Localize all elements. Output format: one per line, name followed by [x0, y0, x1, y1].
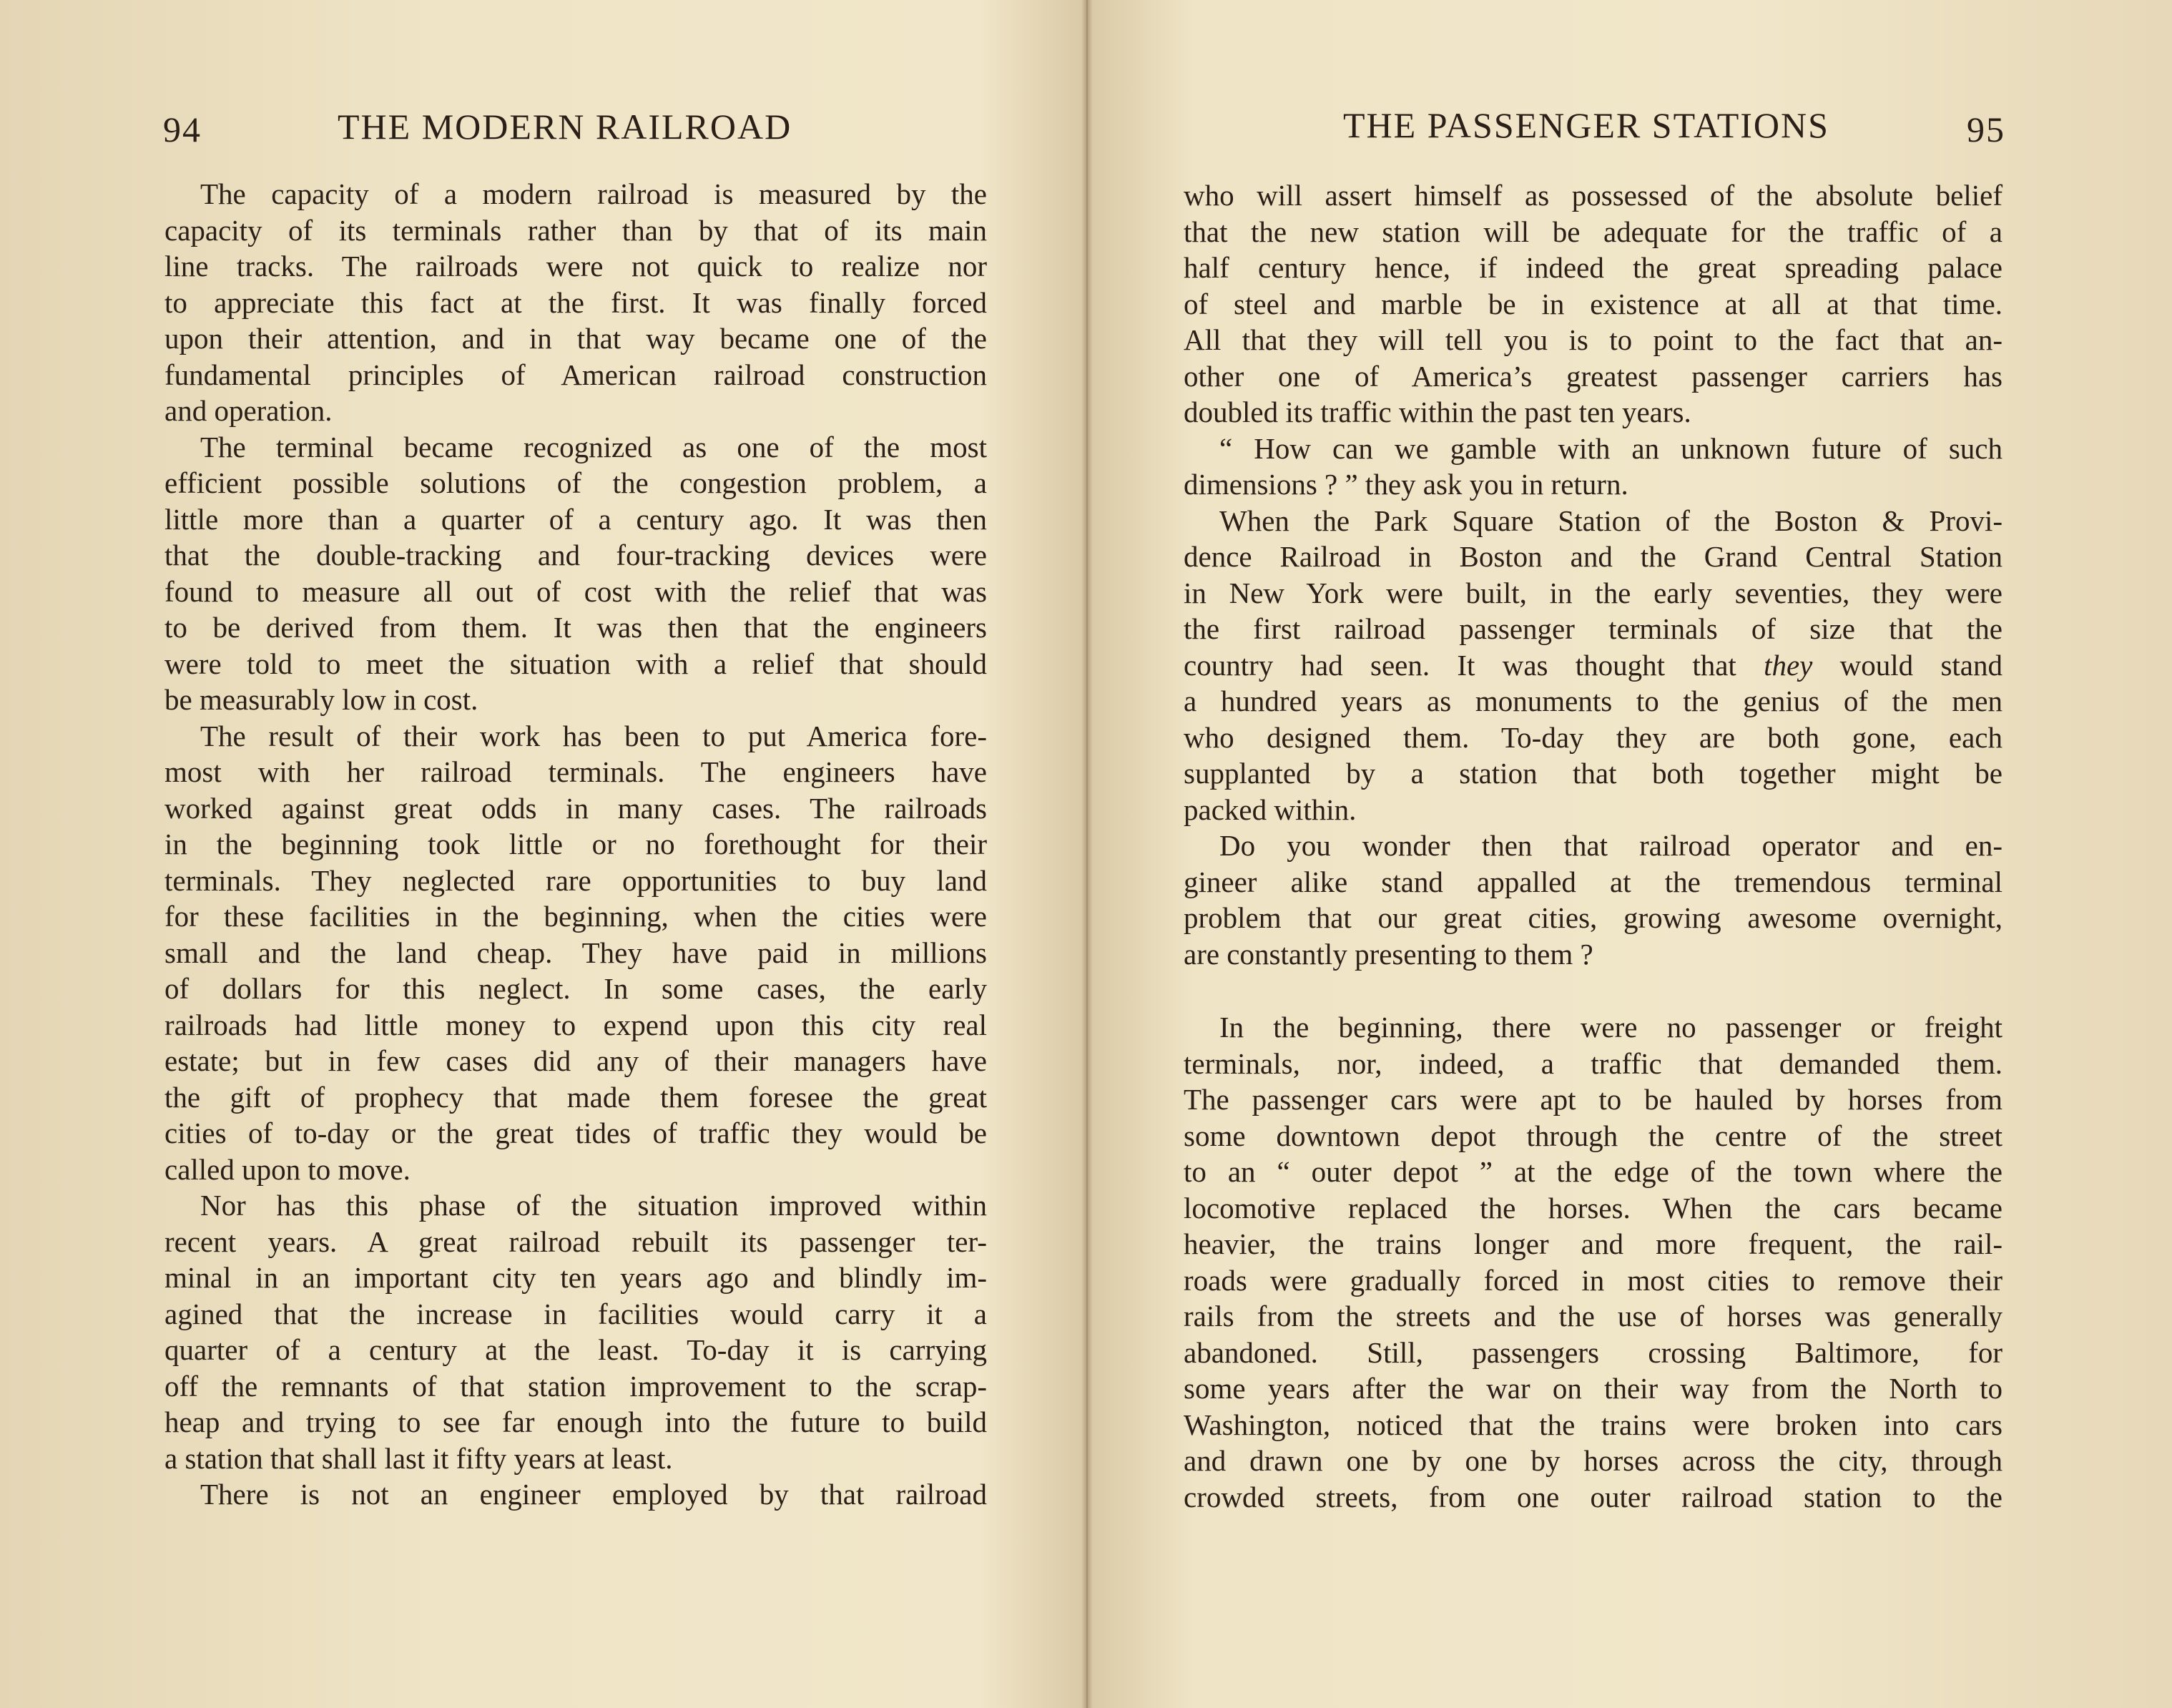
- text-line: small and the land cheap. They have paid in millions: [164, 936, 987, 969]
- text-line: rails from the streets and the use of horses was generally: [1184, 1300, 2003, 1332]
- text-line: called upon to move.: [164, 1152, 411, 1186]
- text-line: The passenger cars were apt to be hauled by horses from: [1184, 1083, 2003, 1116]
- text-line: cities of to-day or the great tides of traffic they would be: [164, 1116, 987, 1149]
- body-text: [1184, 177, 2003, 1515]
- text-line: half century hence, if indeed the great spreading palace: [1184, 251, 2003, 284]
- section-break: [1184, 972, 2003, 1009]
- text-line: upon their attention, and in that way became one of the: [164, 322, 987, 355]
- text-line: terminals. They neglected rare opportunities to buy land: [164, 863, 987, 897]
- text-line: supplanted by a station that both together might be: [1184, 757, 2003, 790]
- text-line: locomotive replaced the horses. When the cars became: [1184, 1191, 2003, 1224]
- text-line: and drawn one by one by horses across the city, through: [1184, 1444, 2003, 1477]
- text-line: the gift of prophecy that made them foresee the great: [164, 1080, 987, 1114]
- text-line: the first railroad passenger terminals of size that the: [1184, 612, 2003, 645]
- text-line: a station that shall last it fifty years at least.: [164, 1441, 673, 1475]
- text-line: The capacity of a modern railroad is measured by the: [200, 177, 987, 210]
- text-line: dence Railroad in Boston and the Grand Central Station: [1184, 540, 2003, 573]
- text-line: gineer alike stand appalled at the tremendous terminal: [1184, 865, 2003, 898]
- text-line: capacity of its terminals rather than by that of its main: [164, 213, 987, 247]
- text-line: terminals, nor, indeed, a traffic that demanded them.: [1184, 1046, 2003, 1080]
- text-line: in the beginning took little or no forethought for their: [164, 828, 987, 860]
- text-line: railroads had little money to expend upon this city real: [164, 1008, 987, 1041]
- text-line: crowded streets, from one outer railroad station to the: [1184, 1480, 2003, 1513]
- text-line: minal in an important city ten years ago and blindly im-: [164, 1261, 987, 1294]
- text-line: problem that our great cities, growing awesome overnight,: [1184, 901, 2003, 934]
- text-line: packed within.: [1184, 792, 1357, 826]
- running-head: THE MODERN RAILROAD: [338, 107, 792, 147]
- text-line: found to measure all out of cost with the relief that was: [164, 574, 987, 608]
- page-number: 95: [1967, 109, 2005, 149]
- text-line: and operation.: [164, 394, 333, 427]
- text-section: [1184, 177, 2003, 972]
- text-line: of steel and marble be in existence at all at that time.: [1184, 287, 2003, 320]
- page-number: 94: [163, 109, 202, 149]
- text-line: off the remnants of that station improvement to the scrap-: [164, 1369, 987, 1403]
- left-page: [0, 0, 1083, 1708]
- text-line: to an “ outer depot ” at the edge of the town where the: [1184, 1155, 2003, 1188]
- text-line: agined that the increase in facilities would carry it a: [164, 1297, 987, 1330]
- text-line: worked against great odds in many cases. The railroads: [164, 791, 987, 825]
- text-line: Do you wonder then that railroad operator and en-: [1219, 829, 2003, 862]
- text-line: to be derived from them. It was then that the engineers: [164, 611, 987, 644]
- text-line: some downtown depot through the centre of the street: [1184, 1119, 2003, 1152]
- text-line: efficient possible solutions of the congestion problem, a: [164, 466, 987, 499]
- text-line: roads were gradually forced in most cities to remove their: [1184, 1263, 2003, 1297]
- text-line: of dollars for this neglect. In some cases, the early: [164, 972, 987, 1005]
- text-line: be measurably low in cost.: [164, 683, 478, 716]
- text-line: are constantly presenting to them ?: [1184, 937, 1593, 971]
- text-line: “ How can we gamble with an unknown future of such: [1219, 431, 2003, 465]
- text-line: to appreciate this fact at the first. It was finally forced: [164, 285, 987, 319]
- text-line: The result of their work has been to put America fore-: [200, 719, 987, 752]
- text-line: little more than a quarter of a century ago. It was then: [164, 502, 987, 536]
- text-line: Nor has this phase of the situation improved within: [200, 1189, 987, 1222]
- text-line: other one of America’s greatest passenger carriers has: [1184, 359, 2003, 393]
- text-line: some years after the war on their way from the North to: [1184, 1372, 2003, 1405]
- body-text: [164, 176, 987, 1513]
- text-line: country had seen. It was thought that they would stand: [1184, 648, 2003, 682]
- text-line: Washington, noticed that the trains were broken into cars: [1184, 1408, 2003, 1441]
- text-line: that the new station will be adequate for the traffic of a: [1184, 215, 2003, 248]
- text-line: dimensions ? ” they ask you in return.: [1184, 468, 1628, 501]
- text-line: that the double-tracking and four-tracking devices were: [164, 539, 987, 571]
- running-head: THE PASSENGER STATIONS: [1343, 105, 1829, 145]
- text-line: abandoned. Still, passengers crossing Baltimore, for: [1184, 1335, 2003, 1369]
- text-line: heap and trying to see far enough into the future to build: [164, 1405, 987, 1438]
- text-line: All that they will tell you is to point to the fact that an-: [1184, 323, 2003, 356]
- text-line: quarter of a century at the least. To-day it is carrying: [164, 1333, 987, 1366]
- text-line: When the Park Square Station of the Boston & Provi-: [1219, 504, 2003, 537]
- text-line: estate; but in few cases did any of their managers have: [164, 1044, 987, 1077]
- text-line: in New York were built, in the early seventies, they were: [1184, 576, 2003, 609]
- text-line: In the beginning, there were no passenger or freight: [1219, 1011, 2003, 1044]
- text-line: who will assert himself as possessed of the absolute belief: [1184, 179, 2003, 212]
- text-line: line tracks. The railroads were not quick to realize nor: [164, 250, 987, 283]
- text-line: recent years. A great railroad rebuilt its passenger ter-: [164, 1224, 987, 1258]
- text-line: heavier, the trains longer and more frequent, the rail-: [1184, 1227, 2003, 1260]
- text-section: [1184, 1009, 2003, 1515]
- text-line: a hundred years as monuments to the genius of the men: [1184, 684, 2003, 717]
- text-line: for these facilities in the beginning, when the cities were: [164, 900, 987, 933]
- text-line: The terminal became recognized as one of the most: [200, 430, 987, 463]
- text-line: There is not an engineer employed by that railroad: [200, 1478, 987, 1511]
- text-line: doubled its traffic within the past ten years.: [1184, 396, 1691, 428]
- text-line: who designed them. To-day they are both gone, each: [1184, 720, 2003, 754]
- emphasis: they: [1764, 648, 1813, 682]
- text-line: were told to meet the situation with a relief that should: [164, 647, 987, 680]
- text-line: fundamental principles of American railroad construction: [164, 358, 987, 391]
- text-line: most with her railroad terminals. The engineers have: [164, 755, 987, 788]
- right-page: [1089, 0, 2172, 1708]
